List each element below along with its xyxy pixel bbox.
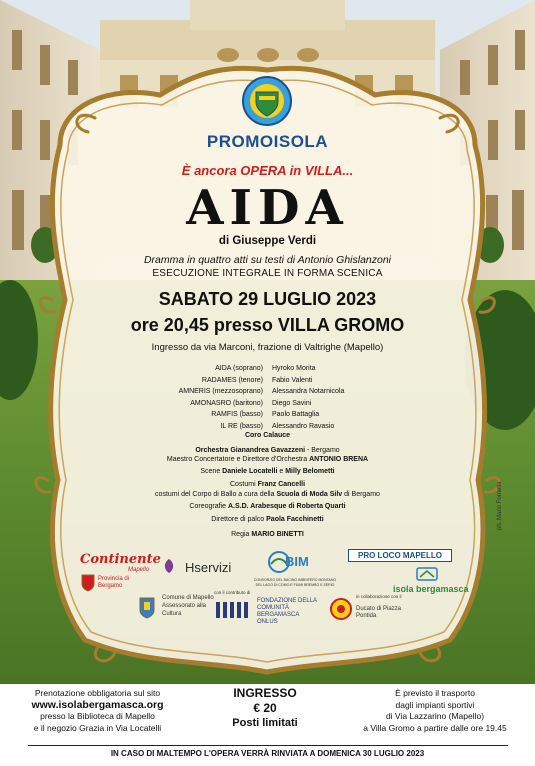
cast-row [130,421,400,433]
hservizi-leaf-icon [162,558,176,574]
cast-name: Paolo Battaglia [272,411,320,418]
ducato-logo-icon [330,598,352,620]
weather-notice: IN CASO DI MALTEMPO L'OPERA VERRÀ RINVIATA A DOMENICA 30 LUGLIO 2023 [110,749,425,758]
opera-title: AIDA [186,180,349,236]
footer-divider [28,745,508,746]
scene-label: Scene [200,468,223,475]
booking-library: presso la Biblioteca di Mapello [40,711,155,721]
event-date: SABATO 29 LUGLIO 2023 [158,289,377,309]
comune-mapello-crest-icon [138,596,156,620]
dramma-subtitle: Dramma in quattro atti su testi di Antonio Ghislanzoni [143,254,392,266]
event-time-place: ore 20,45 presso VILLA GROMO [130,315,405,335]
sponsor-ducato: Ducato di Piazza Pontida [356,606,402,619]
cast-row [130,375,400,387]
isola-shield-logo [242,76,292,126]
sponsor-pro-loco: PRO LOCO MAPELLO [348,549,452,562]
transport-line-1: È previsto il trasporto [395,688,475,698]
costumi-ballo-label: costumi del Corpo di Ballo a cura della [155,491,277,498]
transport-line-4: a Villa Gromo a partire dalle ore 19.45 [363,722,507,733]
cast-role: AIDA (soprano) [215,365,263,372]
credit-coro [0,432,535,439]
credit-maestro [0,456,535,463]
credit-scene [0,468,535,475]
sponsor-fondazione: FONDAZIONE DELLA COMUNITÀ BERGAMASCA ONLUS [257,598,317,625]
cast-name: Alessandro Ravasio [272,422,335,430]
cast-name: Diego Savini [272,399,312,407]
footer-info [0,684,535,766]
transport-line-3: di Via Lazzarino (Mapello) [385,711,485,721]
scene-and: e [277,468,286,475]
cast-list [130,363,400,432]
booking-url[interactable]: www.isolabergamasca.org [31,698,164,711]
ticket-limited: Posti limitati [232,717,298,729]
credit-coreografie [0,503,535,510]
cast-role: RAMFIS (basso) [211,411,263,418]
provincia-crest-icon [81,574,95,592]
direttore-name: Paola Facchinetti [266,516,324,523]
photo-credit: ph. Mario Fornella [497,481,503,530]
composer: di Giuseppe Verdi [218,235,317,247]
entrance-info: Ingresso da via Marconi, frazione di Valtrighe (Mapello) [151,342,384,353]
promoisola-brand: PROMOISOLA [206,132,329,151]
sponsor-continente: Continente [80,552,161,567]
cast-row [130,409,400,421]
ticket-price: € 20 [253,701,277,715]
orchestra-city: - Bergamo [305,447,340,454]
tagline: È ancora OPERA in VILLA... [181,163,354,178]
booking-url-link[interactable] [10,700,185,712]
regia-name: MARIO BINETTI [251,531,304,538]
coro-name: Coro Calauce [244,432,291,439]
cast-name: Fabio Valenti [272,376,313,384]
orchestra-name: Orchestra Gianandrea Gavazzeni [195,447,306,454]
sponsor-bim-sub: CONSORZIO DEL BACINO IMBRIFERO MONTANO DEL LAGO DI COMO E FIUMI BREMBO E SERIO [253,578,337,587]
sponsor-hservizi: Hservizi [185,560,232,575]
ducato-prefix: in collaborazione con il [356,594,402,599]
booking-shop: e il negozio Grazia in Via Locatelli [33,722,162,733]
footer-ticket [205,686,325,731]
cast-role: AMNERIS (mezzosoprano) [178,388,263,395]
credit-regia [0,531,535,538]
direttore-label: Direttore di palco [211,516,267,523]
maestro-name: ANTONIO BRENA [309,456,369,463]
credit-direttore [0,516,535,523]
maestro-label: Maestro Concertatore e Direttore d'Orchestra [166,456,310,463]
coreografie-name: A.S.D. Arabesque di Roberta Quarti [227,503,346,510]
costumi-name: Franz Cancelli [257,481,306,488]
transport-line-2: dagli impianti sportivi [395,699,475,710]
footer-transport [340,688,530,734]
scene-name-1: Daniele Locatelli [222,468,278,475]
esecuzione-note: ESECUZIONE INTEGRALE IN FORMA SCENICA [152,268,383,279]
isola-bergamasca-logo-icon [416,566,438,582]
booking-note: Prenotazione obbligatoria sul sito [34,688,161,698]
cast-row [130,386,400,398]
sponsor-bim: BIM [285,554,309,569]
ticket-label: INGRESSO [233,686,297,700]
cast-role: AMONASRO (baritono) [190,399,263,407]
cast-row [130,363,400,375]
sponsor-comune: Comune di Mapello Assessorato alla Cultura [162,595,214,617]
credit-costumi-ballo [0,491,535,498]
fondazione-prefix: con il contributo di [214,590,251,595]
credit-costumi [0,481,535,488]
credit-orchestra [0,447,535,454]
cast-name: Alessandra Notarnicola [272,388,345,395]
sponsor-continente-sub: Mapello [128,567,150,573]
cast-row [130,398,400,410]
regia-label: Regia [231,531,252,538]
cast-role: RADAMES (tenore) [201,376,263,384]
sponsor-isola: isola bergamasca [393,584,469,594]
sponsor-provincia: Provincia di Bergamo [98,576,130,589]
fondazione-logo-icon [214,598,254,620]
scene-name-2: Milly Belometti [285,468,335,475]
costumi-ballo-school: Scuola di Moda Silv [276,491,343,498]
cast-role: IL RE (basso) [220,422,263,430]
coreografie-label: Coreografie [189,503,228,510]
costumi-ballo-city: di Bergamo [342,491,380,498]
cast-name: Hyroko Morita [272,365,316,372]
footer-booking [10,688,185,734]
costumi-label: Costumi [229,481,258,488]
